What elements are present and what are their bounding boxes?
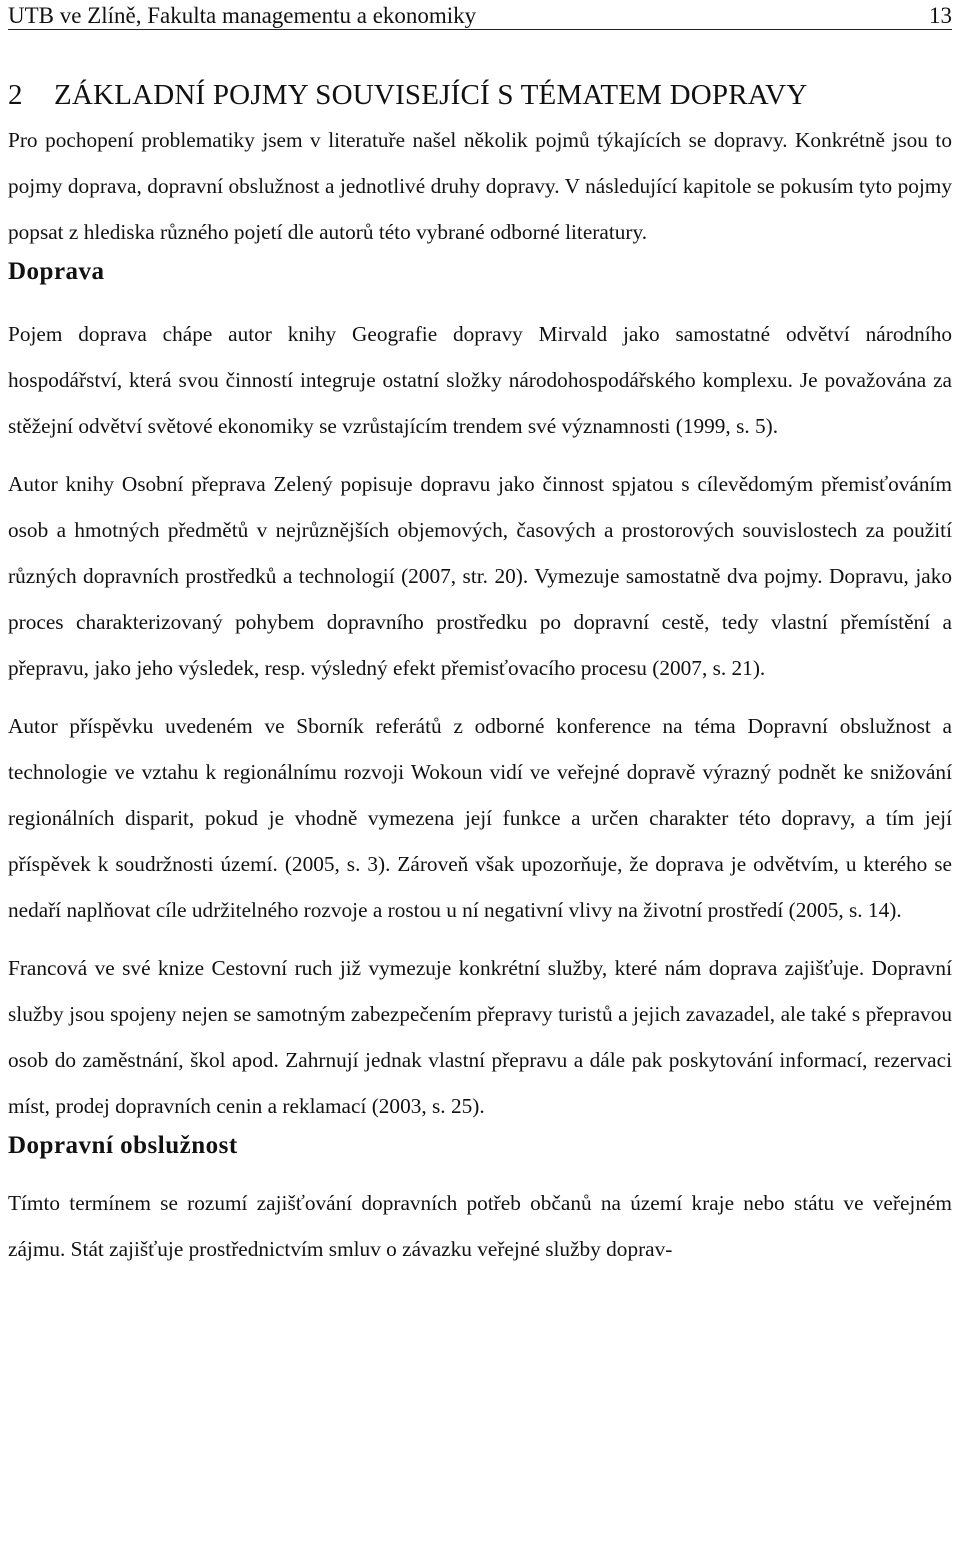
intro-paragraph: Pro pochopení problematiky jsem v literatuře našel několik pojmů týkajících se dopravy. Konkrétně jsou to pojmy doprava, dopravní obslužnost a jednotlivé druhy dopravy. V následující kapitole se pokusím tyto pojmy popsat z hlediska různého pojetí dle autorů této vybrané odborné literatury. xyxy=(8,128,952,244)
chapter-number: 2 xyxy=(8,79,23,111)
section-heading-doprava: Doprava xyxy=(8,258,105,285)
paragraph-doprava-3: Autor příspěvku uvedeném ve Sborník referátů z odborné konference na téma Dopravní obslužnost a technologie ve vztahu k regionálnímu rozvoji Wokoun vidí ve veřejné dopravě výrazný podnět ke snižování regionálních disparit, pokud je vhodně vymezena její funkce a určen charakter této dopravy, a tím její příspěvek k soudržnosti území. (2005, s. 3). Zároveň však upozorňuje, že doprava je odvětvím, u kterého se nedaří naplňovat cíle udržitelného rozvoje a rostou u ní negativní vlivy na životní prostředí (2005, s. 14). xyxy=(8,714,952,922)
paragraph-obsluznost-1: Tímto termínem se rozumí zajišťování dopravních potřeb občanů na území kraje nebo státu ve veřejném zájmu. Stát zajišťuje prostřednictvím smluv o závazku veřejné služby doprav- xyxy=(8,1191,952,1261)
paragraph-doprava-2: Autor knihy Osobní přeprava Zelený popisuje dopravu jako činnost spjatou s cílevědomým přemisťováním osob a hmotných předmětů v nejrůznějších objemových, časových a prostorových souvislostech za použití různých dopravních prostředků a technologií (2007, str. 20). Vymezuje samostatně dva pojmy. Dopravu, jako proces charakterizovaný pohybem dopravního prostředku po dopravní cestě, tedy vlastní přemístění a přepravu, jako jeho výsledek, resp. výsledný efekt přemisťovacího procesu (2007, s. 21). xyxy=(8,472,952,680)
chapter-title xyxy=(8,77,952,113)
header-institution: UTB ve Zlíně, Fakulta managementu a ekonomiky xyxy=(8,3,477,28)
chapter-title-text: ZÁKLADNÍ POJMY SOUVISEJÍCÍ S TÉMATEM DOPRAVY xyxy=(54,79,808,111)
paragraph-doprava-4: Francová ve své knize Cestovní ruch již vymezuje konkrétní služby, které nám doprava zajišťuje. Dopravní služby jsou spojeny nejen se samotným zabezpečením přepravy turistů a jejich zavazadel, ale také s přepravou osob do zaměstnání, škol apod. Zahrnují jednak vlastní přepravu a dále pak poskytování informací, rezervaci míst, prodej dopravních cenin a reklamací (2003, s. 25). xyxy=(8,956,952,1118)
page-number: 13 xyxy=(929,3,952,28)
section-heading-dopravni-obsluznost: Dopravní obslužnost xyxy=(8,1132,238,1159)
running-header xyxy=(8,0,952,30)
document-page xyxy=(8,0,952,1272)
paragraph-doprava-1: Pojem doprava chápe autor knihy Geografie dopravy Mirvald jako samostatné odvětví národního hospodářství, která svou činností integruje ostatní složky národohospodářského komplexu. Je považována za stěžejní odvětví světové ekonomiky se vzrůstajícím trendem své významnosti (1999, s. 5). xyxy=(8,322,952,438)
